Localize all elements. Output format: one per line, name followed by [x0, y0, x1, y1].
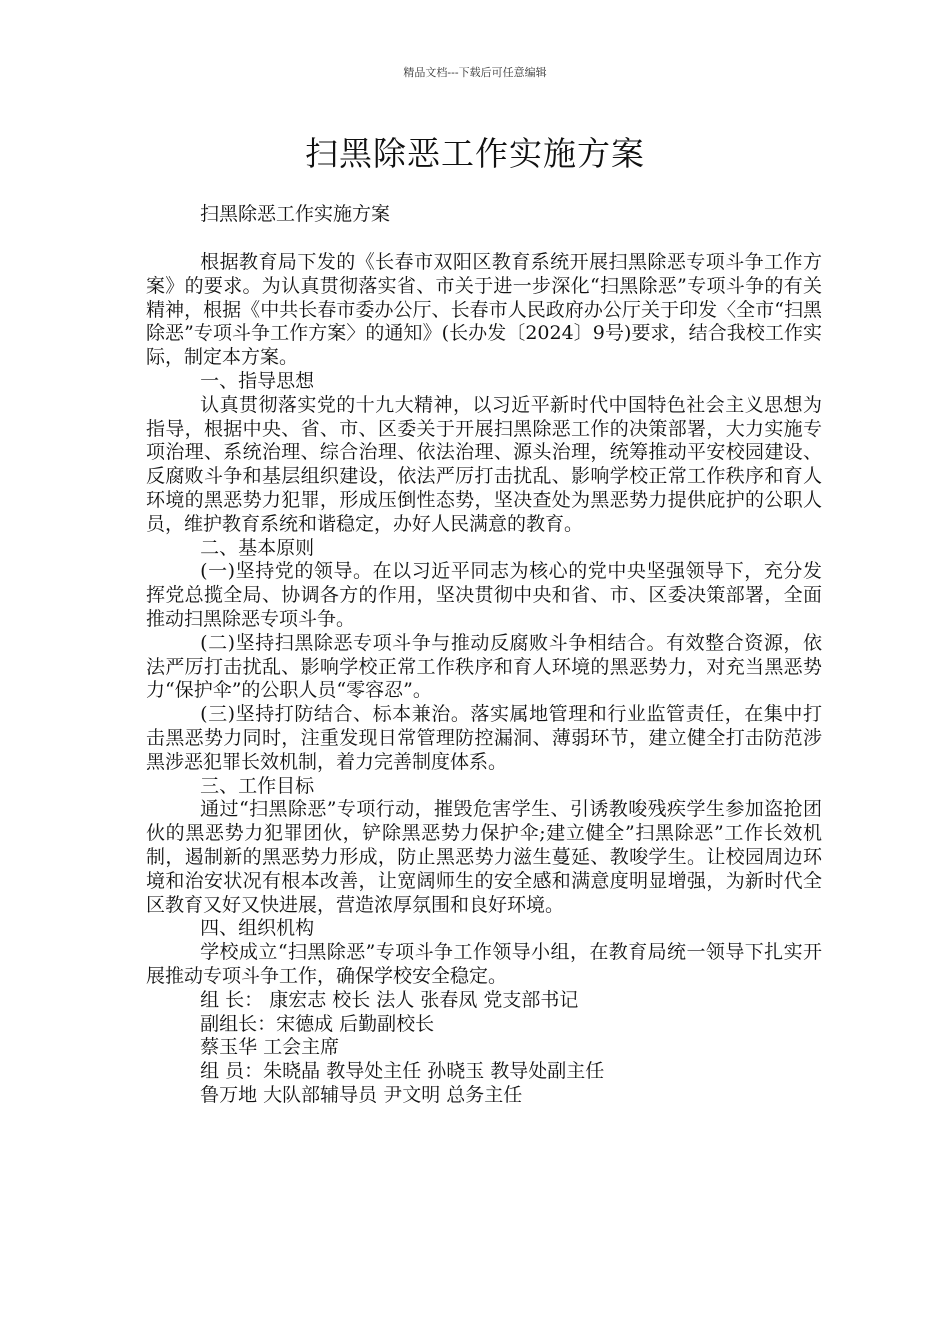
- roster-line: 副组长：宋德成 后勤副校长: [200, 1012, 435, 1035]
- document-title: 扫黑除恶工作实施方案: [305, 134, 645, 173]
- section-heading-organization: 四、组织机构: [200, 917, 315, 940]
- paragraph-work-goals: 通过“扫黑除恶”专项行动，摧毁危害学生、引诱教唆残疾学生参加盗抢团伙的黑恶势力犯罪团伙，铲除黑恶势力保护伞;建立健全”扫黑除恶”工作长效机制，遏制新的黑恶势力形成，防止黑恶势力滋生蔓延、教唆学生。让校园周边环境和治安状况有根本改善，让宽阔师生的安全感和满意度明显增强，为新时代全区教育又好又快进展，营造浓厚氛围和良好环境。: [146, 798, 822, 916]
- section-heading-basic-principles: 二、基本原则: [200, 536, 315, 559]
- paragraph-principle-3: (三)坚持打防结合、标本兼治。落实属地管理和行业监管责任，在集中打击黑恶势力同时，注重发现日常管理防控漏洞、薄弱环节，建立健全打击防范涉黑涉恶犯罪长效机制，着力完善制度体系。: [146, 703, 822, 773]
- header-note: 精品文档---下载后可任意编辑: [403, 66, 547, 79]
- section-heading-work-goals: 三、工作目标: [200, 774, 315, 797]
- paragraph-principle-2: (二)坚持扫黑除恶专项斗争与推动反腐败斗争相结合。有效整合资源，依法严厉打击扰乱、影响学校正常工作秩序和育人环境的黑恶势力，对充当黑恶势力“保护伞”的公职人员“零容忍”。: [146, 631, 822, 702]
- paragraph-principle-1: (一)坚持党的领导。在以习近平同志为核心的党中央坚强领导下，充分发挥党总揽全局、协调各方的作用，坚决贯彻中央和省、市、区委决策部署，全面推动扫黑除恶专项斗争。: [146, 560, 822, 630]
- section-heading-guiding-ideology: 一、指导思想: [200, 369, 315, 392]
- roster-line: 鲁万地 大队部辅导员 尹文明 总务主任: [200, 1083, 523, 1106]
- document-subtitle: 扫黑除恶工作实施方案: [200, 203, 391, 225]
- paragraph-organization: 学校成立“扫黑除恶”专项斗争工作领导小组，在教育局统一领导下扎实开展推动专项斗争工作，确保学校安全稳定。: [146, 941, 822, 987]
- paragraph-intro: 根据教育局下发的《长春市双阳区教育系统开展扫黑除恶专项斗争工作方案》的要求。为认真贯彻落实省、市关于进一步深化“扫黑除恶”专项斗争的有关精神，根据《中共长春市委办公厅、长春市人民政府办公厅关于印发〈全市“扫黑除恶”专项斗争工作方案〉的通知》(长办发〔2024〕9号)要求，结合我校工作实际，制定本方案。: [146, 251, 822, 369]
- document-body: [146, 251, 822, 1108]
- paragraph-guiding-ideology: 认真贯彻落实党的十九大精神，以习近平新时代中国特色社会主义思想为指导，根据中央、省、市、区委关于开展扫黑除恶工作的决策部署，大力实施专项治理、系统治理、综合治理、依法治理、源头治理，统筹推动平安校园建设、反腐败斗争和基层组织建设，依法严厉打击扰乱、影响学校正常工作秩序和育人环境的黑恶势力犯罪，形成压倒性态势，坚决查处为黑恶势力提供庇护的公职人员，维护教育系统和谐稳定，办好人民满意的教育。: [146, 393, 822, 535]
- roster-line: 蔡玉华 工会主席: [200, 1036, 340, 1059]
- roster-line: 组 长： 康宏志 校长 法人 张春凤 党支部书记: [200, 988, 579, 1011]
- roster-line: 组 员：朱晓晶 教导处主任 孙晓玉 教导处副主任: [200, 1060, 605, 1083]
